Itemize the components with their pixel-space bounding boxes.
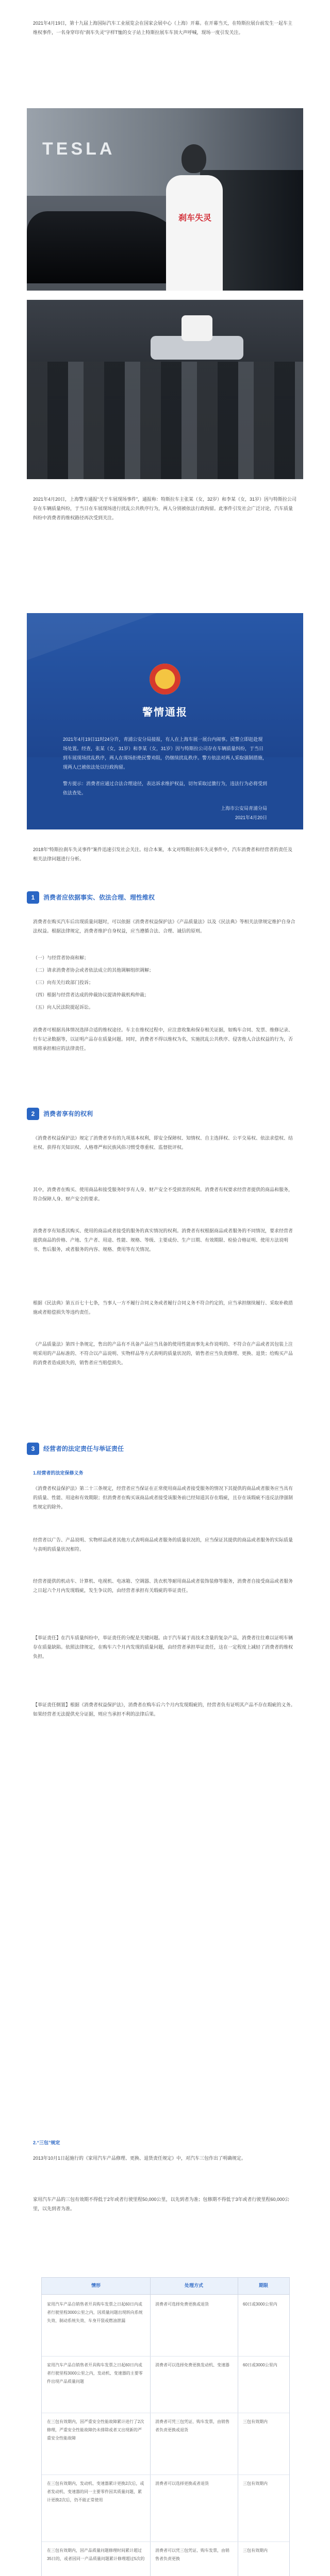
intro-paragraph: 2021年4月19日，第十九届上海国际汽车工业展览会在国家会展中心（上海）开幕。在开幕当天，在特斯拉展台前发生一起车主维权事件，一名身穿印有“刹车失灵”字样T恤的女子站上特斯拉展车车顶大声呼喊，现场一度引发关注。 [33,21,293,35]
sec2-paragraph-2: 其中，消费者在购买、使用商品和接受服务时享有人身、财产安全不受损害的权利。消费者有权要求经营者提供的商品和服务，符合保障人身、财产安全的要求。 [33,1187,293,1201]
section-title: 消费者享有的权利 [43,1110,93,1117]
sec3-paragraph-1: 《消费者权益保护法》第二十三条规定，经营者应当保证在正常使用商品或者接受服务的情况下其提供的商品或者服务应当具有的质量、性能、用途和有效期限；但消费者在购买该商品或者接受该服务前已经知道其存在瑕疵，且存在该瑕疵不违反法律强制性规定的除外。 [33,1486,293,1510]
table-cell: 在三包有效期内，因严重安全性能故障累计进行了2次修理，严重安全性能故障仍未排除或者又出现新的严重安全性能故障 [47,2419,144,2441]
section-heading-1 [27,891,303,904]
sec1-list-item: （五）向人民法院提起诉讼。 [33,1005,94,1010]
section-number: 1 [27,891,39,904]
sec2-paragraph-1: 《消费者权益保护法》规定了消费者享有的九项基本权利，即安全保障权、知情权、自主选择权、公平交易权、依法求偿权、结社权、获得有关知识权、人格尊严和民族风俗习惯受尊重权、监督批评权。 [33,1136,293,1150]
section-heading-3 [27,1443,303,1455]
sec1-paragraph-1: 消费者在购买汽车后出现质量问题时，可以依据《消费者权益保护法》《产品质量法》以及《民法典》等相关法律规定维护自身合法权益。根据法律规定，消费者维护自身权益，应当遵循合法、合理、诚信的原则。 [33,919,295,934]
notice-signature-date: 2021年4月20日 [235,815,267,820]
notice-title: 警情通报 [142,707,188,718]
notice-body: 2021年4月19日11时24分许，青浦公安分局接报，有人在上海车展一展台内闹事。民警立即赶赴现场处置。经查，张某（女，31岁）和李某（女，31岁）因与特斯拉公司存在车辆质量纠纷，于当日到车展现场扰乱秩序，两人在现场拒绝民警劝阻，仍继续扰乱秩序。警方依法对两人采取强制措施，现两人已被依法处以行政拘留。 [63,737,268,770]
table-cell: 在三包有效期内，发动机、变速器累计更换2次后，或者发动机、变速器的同一主要零件因其质量问题，累计更换2次后，仍不能正常使用 [47,2481,144,2502]
police-notice-image [27,613,303,829]
three-guarantees-table [41,2277,290,2576]
table-cell: 三包有效期内 [243,2548,268,2553]
sec3-paragraph-2: 经营者以广告、产品说明、实物样品或者其他方式表明商品或者服务的质量状况的，应当保证其提供的商品或者服务的实际质量与表明的质量状况相符。 [33,1537,293,1552]
table-cell: 消费者可以凭三包凭证、购车发票，由销售者负责更换 [155,2548,229,2561]
sec1-list-item: （四）根据与经营者达成的仲裁协议提请仲裁机构仲裁； [33,992,150,997]
sec1-list-item: （二）请求消费者协会或者依法成立的其他调解组织调解； [33,968,154,973]
tesla-protest-photo [27,108,303,291]
table-cell: 消费者可以选择更换或者退货 [155,2481,209,2486]
police-statement-paragraph: 2021年4月20日，上海警方通报“关于车展现场事件”，通报称：特斯拉车主张某（女，32岁）和李某（女，31岁）因与特斯拉公司存在车辆质量纠纷，于当日在车展现场进行扰乱公共秩序行为，两人分别被依法行政拘留。此事件引发社会广泛讨论，汽车质量纠纷中消费者的维权路径再次受到关注。 [33,497,297,520]
section-heading-2 [27,1108,303,1120]
notice-signature-org: 上海市公安局青浦分局 [220,806,267,811]
table-cell: 三包有效期内 [243,2481,268,2486]
tesla-brand-text: TESLA [42,139,116,159]
section-number: 3 [27,1443,39,1455]
table-header-cell: 处理方式 [184,2283,203,2288]
shirt-slogan: 刹车失灵 [178,214,211,223]
table-cell: 60日或3000公里内 [243,2302,277,2307]
car-roof-protest-photo [27,300,303,479]
sec3-paragraph-5: 【举证责任倒置】根据《消费者权益保护法》，消费者在购车后六个月内发现瑕疵的，经营者负有证明其产品不存在瑕疵的义务。如果经营者无法提供充分证据，则应当承担不利的法律后果。 [33,1702,295,1717]
sec3-subheading-2: 2.“三包”规定 [33,2140,60,2145]
sec2-paragraph-5: 《产品质量法》第四十条规定，售出的产品有不具备产品应当具备的使用性能而事先未作说明的、不符合在产品或者其包装上注明采用的产品标准的、不符合以产品说明、实物样品等方式表明的质量状况的，销售者应当负责修理、更换、退货；给购买产品的消费者造成损失的，销售者应当赔偿损失。 [33,1342,293,1365]
section-title: 消费者应依据事实、依法合理、理性维权 [43,894,155,901]
table-cell: 消费者可选择免费更换或退货 [155,2302,209,2307]
sec1-paragraph-2: 消费者可根据具体情况选择合适的维权途径。车主在维权过程中，应注意收集和保存相关证据，如购车合同、发票、维修记录、行车记录数据等，以证明产品存在质量问题。同时，消费者不得以维权为名，实施扰乱公共秩序、侵害他人合法权益的行为，否则将承担相应的法律责任。 [33,1027,293,1051]
sec2-paragraph-4: 根据《民法典》第五百七十七条，当事人一方不履行合同义务或者履行合同义务不符合约定的，应当承担继续履行、采取补救措施或者赔偿损失等违约责任。 [33,1300,293,1315]
sec1-list-item: （三）向有关行政部门投诉； [33,980,94,985]
sec3-paragraph-4: 【举证责任】在汽车质量纠纷中，举证责任的分配是关键问题。由于汽车属于高技术含量的复杂产品，消费者往往难以证明车辆存在质量缺陷。依照法律规定，在购车六个月内发现的质量问题，由经营者承担举证责任，这在一定程度上减轻了消费者的维权负担。 [33,1635,293,1659]
table-cell: 在三包有效期内，因产品质量问题修理时间累计超过35日的，或者因同一产品质量问题累计修理超过5次的 [47,2548,145,2561]
table-cell: 消费者可以选择免费更换发动机、变速器 [155,2363,229,2367]
table-cell: 三包有效期内 [243,2419,268,2424]
table-cell: 家用汽车产品自销售者开具购车发票之日起60日内或者行驶里程3000公里之内，发动机、变速器的主要零件出现产品质量问题 [47,2363,143,2384]
police-badge-icon [150,664,180,694]
table-cell: 家用汽车产品自销售者开具购车发票之日起60日内或者行驶里程3000公里之内，因质量问题出现转向系统失效、制动系统失效、车身开裂或燃油泄漏 [47,2302,143,2323]
sec2-paragraph-3: 消费者享有知悉其购买、使用的商品或者接受的服务的真实情况的权利。消费者有权根据商品或者服务的不同情况，要求经营者提供商品的价格、产地、生产者、用途、性能、规格、等级、主要成份、生产日期、有效期限、检验合格证明、使用方法说明书、售后服务，或者服务的内容、规格、费用等有关情况。 [33,1228,293,1252]
table-header-cell: 情形 [91,2283,101,2288]
sec3-paragraph-3: 经营者提供的机动车、计算机、电视机、电冰箱、空调器、洗衣机等耐用商品或者装饰装修等服务，消费者自接受商品或者服务之日起六个月内发现瑕疵，发生争议的，由经营者承担有关瑕疵的举证责任。 [33,1579,293,1593]
notice-warning: 警方提示：消费者应通过合法合理途径，表达诉求维护权益，切勿采取过激行为，违法行为必将受到依法查处。 [63,781,268,795]
person-on-roof [182,315,212,341]
sec3-paragraph-7: 家用汽车产品的三包有效期不得低于2年或者行驶里程50,000公里，以先到者为准；包修期不得低于3年或者行驶里程60,000公里，以先到者为准。 [33,2197,290,2211]
table-header-cell: 期限 [258,2283,268,2288]
section-title: 经营者的法定责任与举证责任 [43,1445,124,1452]
table-cell: 60日或3000公里内 [243,2363,277,2367]
table-cell: 消费者可凭三包凭证、购车发票，由销售者负责更换或退货 [155,2419,229,2432]
section-number: 2 [27,1108,39,1120]
sec3-subheading-1: 1.经营者的法定保修义务 [33,1470,84,1476]
sec3-paragraph-6: 2013年10月1日起施行的《家用汽车产品修理、更换、退货责任规定》中，对汽车三包作出了明确规定。 [33,2156,246,2161]
sec1-list-item: （一）与经营者协商和解； [33,955,89,960]
lead-paragraph: 2018年“特斯拉刹车失灵事件”案件迅速引发社会关注。结合本案，本文对特斯拉刹车失灵事件中，汽车消费者和经营者的责任及相关法律问题进行分析。 [33,847,293,861]
